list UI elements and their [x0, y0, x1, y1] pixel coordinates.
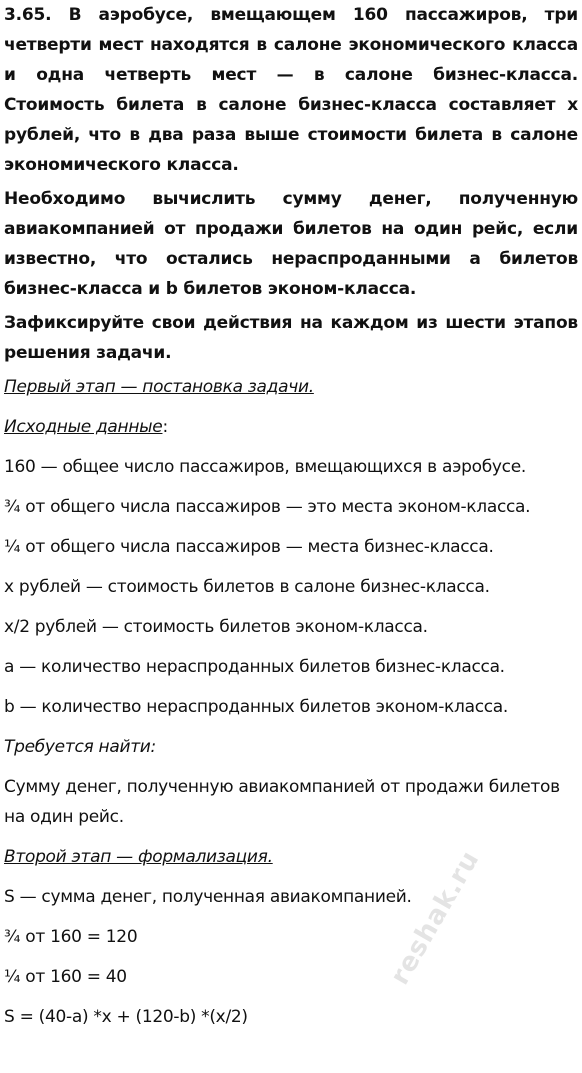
- watermark: reshak.ru: [385, 845, 486, 990]
- given-item-5: х/2 рублей — стоимость билетов эконом-класса.: [4, 617, 428, 637]
- task-paragraph-1: [4, 0, 578, 180]
- find-label: Требуется найти:: [4, 737, 156, 757]
- given-item-4: х рублей — стоимость билетов в салоне бизнес-класса.: [4, 577, 490, 597]
- stage2-heading: Второй этап — формализация.: [4, 847, 273, 867]
- stage2-line-3: ¼ от 160 = 40: [4, 967, 127, 987]
- stage2-line-2: ¾ от 160 = 120: [4, 927, 138, 947]
- given-item-3: ¼ от общего числа пассажиров — места бизнес-класса.: [4, 537, 494, 557]
- stage2-formula: S = (40-a) *x + (120-b) *(x/2): [4, 1007, 248, 1027]
- task-paragraph-2: Необходимо вычислить сумму денег, полученную авиакомпанией от продажи билетов на один рейс, если известно, что остались нераспроданными а билетов бизнес-класса и b билетов эконом-класса.: [4, 189, 578, 299]
- task-number: 3.65.: [4, 5, 52, 25]
- given-item-6: а — количество нераспроданных билетов бизнес-класса.: [4, 657, 505, 677]
- given-item-2: ¾ от общего числа пассажиров — это места эконом-класса.: [4, 497, 531, 517]
- stage2-line-1: S — сумма денег, полученная авиакомпанией.: [4, 887, 412, 907]
- task-text-1: В аэробусе, вмещающем 160 пассажиров, три четверти мест находятся в салоне экономического класса и одна четверть мест — в салоне бизнес-класса. Стоимость билета в салоне бизнес-класса составляет х рублей, что в два раза выше стоимости билета в салоне экономического класса.: [4, 5, 578, 175]
- task-paragraph-3: Зафиксируйте свои действия на каждом из шести этапов решения задачи.: [4, 313, 578, 363]
- given-item-1: 160 — общее число пассажиров, вмещающихся в аэробусе.: [4, 457, 526, 477]
- stage1-heading: Первый этап — постановка задачи.: [4, 377, 314, 397]
- find-text: Сумму денег, полученную авиакомпанией от продажи билетов на один рейс.: [4, 777, 560, 827]
- given-label: Исходные данные:: [4, 417, 168, 437]
- document: [4, 0, 578, 1042]
- given-item-7: b — количество нераспроданных билетов эконом-класса.: [4, 697, 509, 717]
